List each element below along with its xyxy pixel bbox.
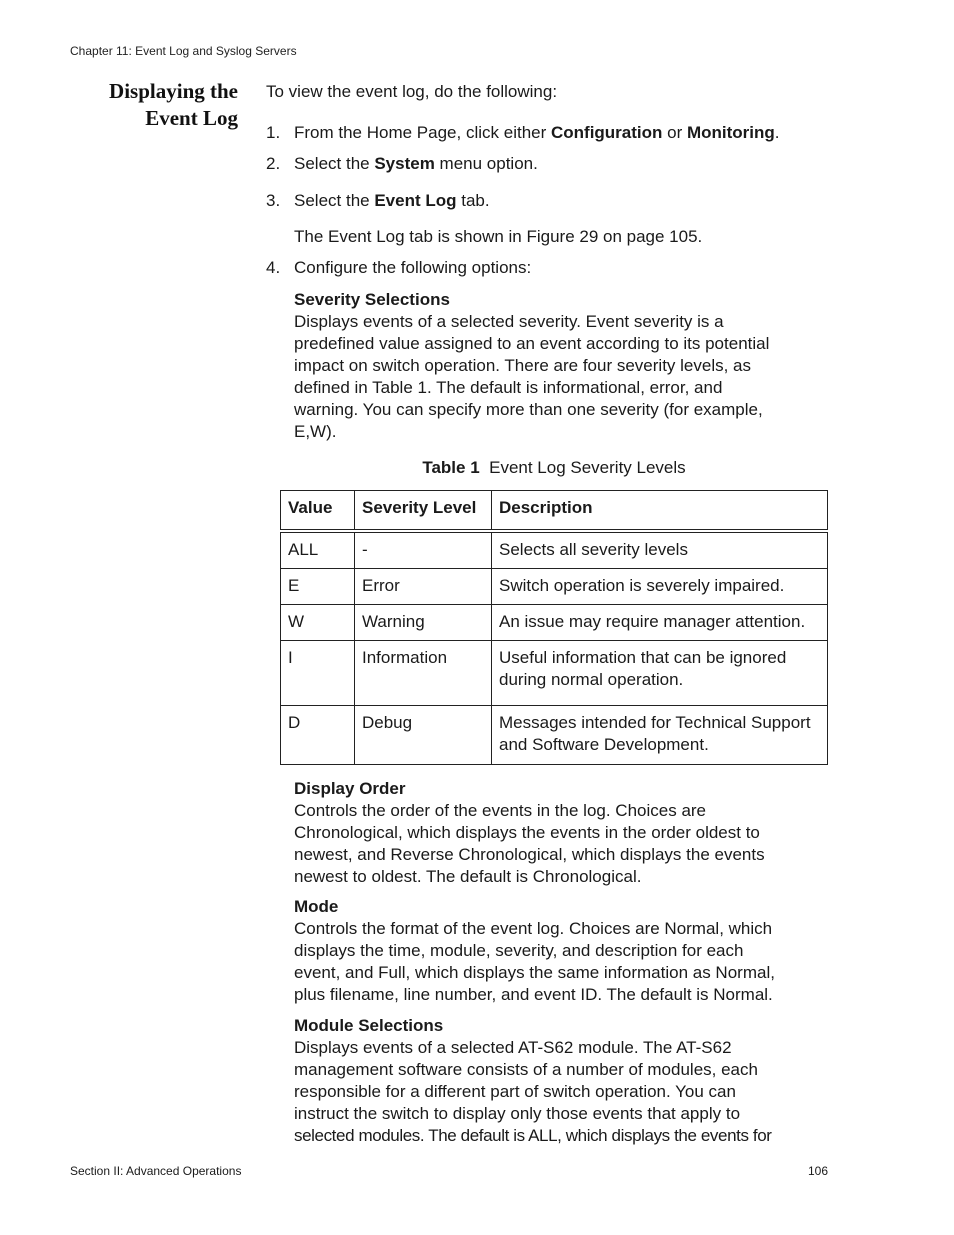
option-line: defined in Table 1. The default is informational, error, and [294, 378, 723, 397]
step-text: Select the Event Log tab. [294, 191, 490, 210]
option-line: responsible for a different part of switch operation. You can [294, 1082, 736, 1101]
configuration-term: Configuration [550, 123, 663, 142]
option-line: displays the time, module, severity, and description for each [294, 941, 744, 960]
mode-block [294, 896, 804, 1006]
module-selections-block [294, 1015, 804, 1147]
system-term: System [374, 154, 435, 173]
table-row [281, 569, 828, 605]
option-line: Chronological, which displays the events in the order oldest to [294, 823, 760, 842]
table-header-row [281, 491, 828, 532]
option-line: newest, and Reverse Chronological, which displays the events [294, 845, 765, 864]
option-line: predefined value assigned to an event according to its potential [294, 334, 770, 353]
table-row [281, 641, 828, 706]
option-heading: Module Selections [294, 1016, 444, 1035]
table-row [281, 531, 828, 569]
table-cell: ALL [281, 531, 355, 569]
column-header: Severity Level [355, 491, 492, 532]
option-line: management software consists of a number of modules, each [294, 1060, 758, 1079]
option-line: warning. You can specify more than one severity (for example, [294, 400, 763, 419]
severity-selections-block [294, 289, 804, 443]
option-line: impact on switch operation. There are four severity levels, as [294, 356, 752, 375]
option-heading: Severity Selections [294, 290, 450, 309]
option-line: event, and Full, which displays the same information as Normal, [294, 963, 775, 982]
page-number: 106 [808, 1164, 829, 1178]
running-head: Chapter 11: Event Log and Syslog Servers [70, 44, 297, 58]
section-title-line1: Displaying the [109, 79, 238, 103]
option-heading: Display Order [294, 779, 406, 798]
option-line: instruct the switch to display only those events that apply to [294, 1104, 741, 1123]
section-title [68, 78, 238, 132]
table-cell: E [281, 569, 355, 605]
option-line: Displays events of a selected AT-S62 module. The AT-S62 [294, 1038, 732, 1057]
table-cell: Selects all severity levels [492, 531, 828, 569]
table-cell: Debug [355, 706, 492, 765]
option-line: Displays events of a selected severity. Event severity is a [294, 312, 724, 331]
option-heading: Mode [294, 897, 339, 916]
intro-text: To view the event log, do the following: [266, 82, 558, 101]
table-cell: An issue may require manager attention. [492, 605, 828, 641]
step-3-note: The Event Log tab is shown in Figure 29 on page 105. [294, 227, 703, 246]
table-cell: Messages intended for Technical Support and Software Development. [492, 706, 828, 765]
option-line: newest to oldest. The default is Chronological. [294, 867, 642, 886]
table-cell: Switch operation is severely impaired. [492, 569, 828, 605]
table-cell: W [281, 605, 355, 641]
table-cell: - [355, 531, 492, 569]
table-cell: Warning [355, 605, 492, 641]
table-row [281, 706, 828, 765]
step-text: From the Home Page, click either Configuration or Monitoring. [294, 123, 780, 142]
table-cell: Information [355, 641, 492, 706]
step-number: 1. [266, 123, 281, 142]
step-text: Configure the following options: [294, 258, 532, 277]
column-header: Value [281, 491, 355, 532]
table-cell: Useful information that can be ignored during normal operation. [492, 641, 828, 706]
step-number: 2. [266, 154, 281, 173]
table-row [281, 605, 828, 641]
option-line: plus filename, line number, and event ID. The default is Normal. [294, 985, 773, 1004]
table-caption-label: Table 1 [422, 458, 480, 477]
table-cell: I [281, 641, 355, 706]
event-log-term: Event Log [374, 191, 457, 210]
option-line: Controls the format of the event log. Choices are Normal, which [294, 919, 773, 938]
column-header: Description [492, 491, 828, 532]
step-number: 4. [266, 258, 281, 277]
table-caption [280, 457, 828, 479]
table-cell: D [281, 706, 355, 765]
table-cell: Error [355, 569, 492, 605]
table-caption-text: Event Log Severity Levels [489, 458, 686, 477]
option-line: Controls the order of the events in the log. Choices are [294, 801, 707, 820]
footer-section: Section II: Advanced Operations [70, 1164, 242, 1178]
step-number: 3. [266, 191, 281, 210]
display-order-block [294, 778, 804, 888]
option-line: selected modules. The default is ALL, which displays the events for [294, 1126, 772, 1145]
option-line: E,W). [294, 422, 337, 441]
step-text: Select the System menu option. [294, 154, 538, 173]
severity-table [280, 490, 828, 765]
monitoring-term: Monitoring [686, 123, 775, 142]
section-title-line2: Event Log [145, 106, 238, 130]
